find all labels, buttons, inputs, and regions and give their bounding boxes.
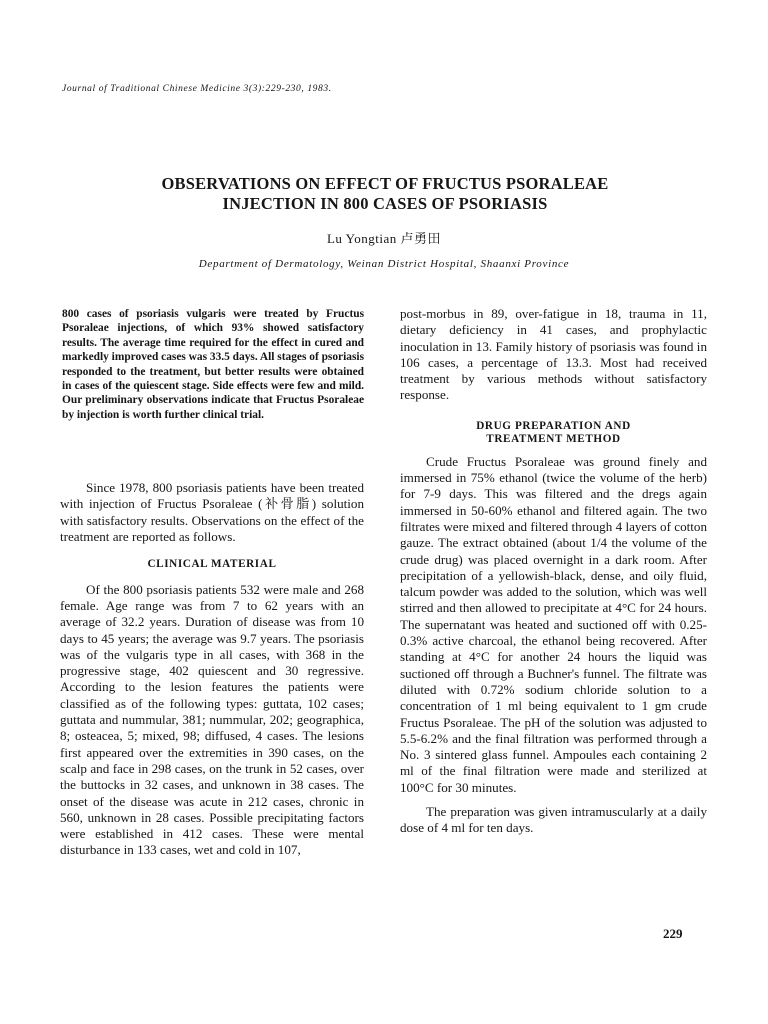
right-column (400, 306, 707, 837)
heading-line: TREATMENT METHOD (486, 433, 621, 446)
clinical-paragraph: Of the 800 psoriasis patients 532 were male and 268 female. Age range was from 7 to 62 years with an average of 32.2 years. Duration of disease was from 10 days to 45 years; the average was 9.7 years. The psoriasis was of the vulgaris type in all cases, with 368 in the progressive stage, 402 quiescent and 30 regressive. According to the lesion features the patients were classified as of the following types: guttata, 102 cases; guttata and nummular, 381; nummular, 202; geographica, 8; osteacea, 5; mixed, 98; diffused, 4 cases. The lesions first appeared over the extremities in 390 cases, on the scalp and face in 298 cases, on the trunk in 52 cases, over the buttocks in 32 cases, and unknown in 38 cases. The onset of the disease was acute in 212 cases, chronic in 560, unknown in 28 cases. Possible precipitating factors were established in 412 cases. These were mental disturbance in 133 cases, wet and cold in 107, (60, 581, 364, 858)
heading-line: CLINICAL MATERIAL (147, 558, 277, 571)
left-column (60, 480, 364, 859)
author-name: Lu Yongtian 卢勇田 (326, 231, 442, 246)
journal-citation: Journal of Traditional Chinese Medicine 3(3):229-230, 1983. (62, 84, 332, 94)
section-heading-clinical (60, 558, 364, 572)
intro-paragraph: Since 1978, 800 psoriasis patients have been treated with injection of Fructus Psoraleae (补骨脂) solution with satisfactory results. Observations on the effect of the treatment are reported as follows. (60, 480, 364, 544)
title-line-1: OBSERVATIONS ON EFFECT OF FRUCTUS PSORALEAE (161, 174, 609, 193)
clinical-paragraph-continued: post-morbus in 89, over-fatigue in 18, trauma in 11, dietary deficiency in 41 cases, and prophylactic inoculation in 13. Family history of psoriasis was found in 106 cases, a percentage of 13.3. Most had received treatment by various methods without satisfactory response. (400, 306, 707, 403)
author-affiliation: Department of Dermatology, Weinan District Hospital, Shaanxi Province (198, 258, 570, 270)
drug-preparation-paragraph: Crude Fructus Psoraleae was ground finely and immersed in 75% ethanol (twice the volume of the herb) for 7-9 days. This was filtered and the dregs again immersed in 50-60% ethanol and filtered again. The two filtrates were mixed and filtered through 4 layers of cotton gauze. The extract obtained (about 1/4 the volume of the crude drug) was placed overnight in a dark room. After precipitation of a yellowish-black, dense, and oily fluid, talcum powder was added to the solution, which was well stirred and then allowed to precipitate at 4°C for 24 hours. The supernatant was heated and suctioned off with 0.25-0.3% active charcoal, the ethanol being recovered. After standing at 4°C for another 24 hours the liquid was suctioned off through a Buchner's funnel. The filtrate was diluted with 0.72% sodium chloride solution to a concentration of 1 ml being equivalent to 1 gm crude Fructus Psoraleae. The pH of the solution was adjusted to 5.5-6.2% and the final filtration was performed through a No. 3 sintered glass funnel. Ampoules each containing 2 ml of the final filtration were made and sterilized at 100°C for 30 minutes. (400, 453, 707, 795)
section-heading-drug-preparation (400, 420, 707, 447)
page-number: 229 (663, 926, 683, 941)
heading-line: DRUG PREPARATION AND (476, 419, 631, 432)
treatment-paragraph: The preparation was given intramuscularly at a daily dose of 4 ml for ten days. (400, 804, 707, 836)
title-line-2: INJECTION IN 800 CASES OF PSORIASIS (222, 194, 548, 213)
abstract: 800 cases of psoriasis vulgaris were treated by Fructus Psoraleae injections, of which 93% showed satisfactory results. The average time required for the effect in cured and markedly improved cases was 33.5 days. All stages of psoriasis responded to the treatment, but better results were obtained in cases of the quiescent stage. Side effects were few and mild. Our preliminary observations indicate that Fructus Psoraleae by injection is worth further clinical trial. (62, 308, 364, 421)
article-title (100, 174, 670, 214)
